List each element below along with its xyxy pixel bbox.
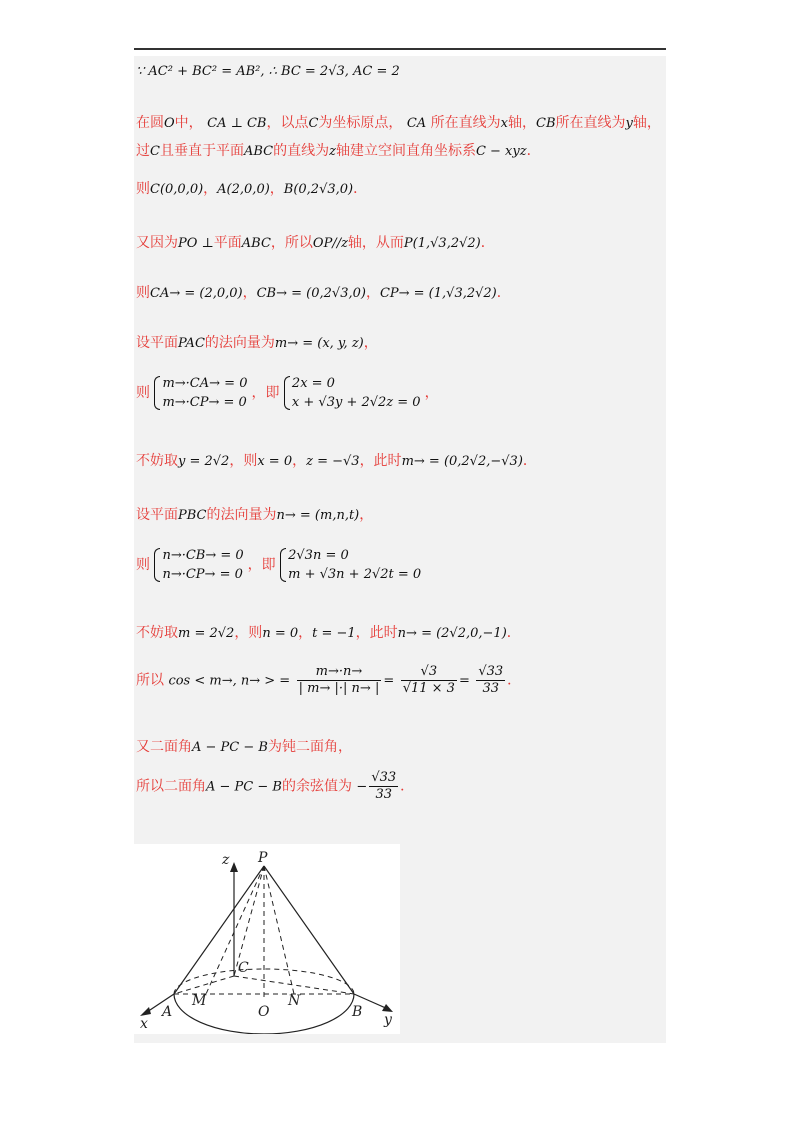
math: OP//z: [312, 236, 348, 251]
label-y: y: [384, 1012, 392, 1028]
text: 所在直线为: [555, 115, 626, 131]
math: z = −√3: [306, 454, 360, 469]
fraction: [297, 664, 382, 697]
math: P(1,√3,2√2): [403, 236, 481, 251]
math: PO ⊥: [178, 236, 214, 251]
math: y: [625, 116, 633, 131]
text: 不妨取: [136, 453, 178, 469]
math: PAC: [178, 336, 205, 351]
denominator: | m→ |·| n→ |: [298, 681, 380, 696]
equation: x + √3y + 2√2z = 0: [291, 395, 421, 410]
numerator: √3: [401, 664, 457, 681]
math: C(0,0,0): [150, 182, 204, 197]
cosine-computation: [136, 664, 521, 697]
text: 轴建立空间直角坐标系: [335, 143, 476, 159]
text: 平面: [213, 235, 242, 251]
text: ．: [506, 625, 521, 641]
text: 为坐标原点，: [318, 115, 403, 131]
equation: 2x = 0: [291, 376, 335, 391]
segment-ca: [174, 976, 234, 994]
text: ，即: [247, 557, 276, 573]
cone-edge-pb: [264, 866, 354, 994]
denominator: √11 × 3: [402, 681, 455, 696]
math: t = −1: [312, 626, 356, 641]
normal-n-intro: [136, 504, 373, 524]
coordinate-setup-line-2: [136, 140, 541, 160]
normal-n-system: [136, 546, 425, 584]
text: 为钝二面角，: [267, 739, 352, 755]
y-axis-arrow: [382, 1004, 393, 1012]
text: 的余弦值为: [281, 778, 352, 795]
equation: m + √3n + 2√2t = 0: [288, 567, 422, 582]
equation-system: [154, 374, 247, 412]
text: ，此时: [359, 453, 402, 469]
text: ，所以: [270, 235, 313, 251]
text: ，: [292, 453, 307, 469]
label-x: x: [140, 1016, 148, 1032]
text: ，: [365, 285, 380, 301]
normal-m-system: [136, 374, 439, 412]
text: 不妨取: [136, 625, 178, 641]
math: y = 2√2: [178, 454, 230, 469]
text: ，: [363, 335, 378, 351]
x-axis-arrow: [140, 1007, 151, 1016]
normal-m-intro: [136, 332, 378, 352]
math: CA ⊥ CB: [207, 116, 267, 131]
final-answer-line: [136, 770, 414, 803]
segment-pn: [264, 866, 294, 994]
text: 中，: [174, 115, 203, 131]
segment-cb: [234, 976, 354, 994]
math: cos < m→, n→ > =: [168, 673, 291, 689]
math: B(0,2√3,0): [283, 182, 354, 197]
label-n: N: [288, 993, 301, 1009]
text: ，: [359, 507, 374, 523]
text: ．: [480, 235, 495, 251]
text: 则: [136, 285, 150, 301]
vectors-line: [136, 282, 511, 302]
text: ，以点: [266, 115, 309, 131]
math: x = 0: [257, 454, 293, 469]
segment-pm: [206, 866, 264, 994]
text: 的法向量为: [206, 507, 277, 523]
text: 则: [136, 385, 150, 401]
math: PBC: [178, 508, 207, 523]
math: CP→ = (1,√3,2√2): [379, 286, 497, 301]
equation-system: [280, 546, 421, 584]
text: ．: [353, 181, 368, 197]
cone-edge-pa: [174, 866, 264, 994]
math: m = 2√2: [178, 626, 235, 641]
math: ABC: [241, 236, 271, 251]
label-z: z: [222, 852, 230, 868]
text: 轴，: [632, 115, 661, 131]
z-axis-arrow: [230, 862, 238, 872]
numerator: √33: [478, 664, 504, 679]
text: ，: [242, 285, 257, 301]
math: CB: [536, 116, 556, 131]
text: ．: [400, 778, 415, 795]
math: C − xyz: [475, 144, 527, 159]
math: m→ = (0,2√2,−√3): [401, 454, 523, 469]
text: ，则: [234, 625, 263, 641]
text: ，: [298, 625, 313, 641]
equation: n→·CP→ = 0: [162, 567, 243, 582]
text: ．: [526, 143, 541, 159]
math: ABC: [243, 144, 274, 159]
math: =: [458, 673, 470, 689]
math: n→ = (2√2,0,−1): [397, 626, 507, 641]
label-b: B: [352, 1004, 363, 1020]
text: ，此时: [355, 625, 398, 641]
text: 的法向量为: [204, 335, 275, 351]
text: 又因为: [136, 235, 178, 251]
text: 过: [136, 143, 150, 159]
text: 又二面角: [136, 739, 192, 755]
math: x: [500, 116, 508, 131]
label-o: O: [258, 1004, 270, 1020]
fraction: [369, 770, 398, 803]
fraction: [401, 664, 457, 697]
math: A − PC − B: [192, 740, 268, 755]
numerator: √33: [371, 770, 397, 785]
text: ，则: [229, 453, 258, 469]
header-rule: [134, 48, 666, 50]
math: z: [329, 144, 336, 159]
text: 所在直线为: [430, 115, 501, 131]
text: ．: [507, 672, 522, 689]
math: O: [164, 116, 175, 131]
math: C: [150, 144, 160, 159]
text: 所以: [136, 672, 164, 689]
obtuse-angle-line: [136, 736, 352, 756]
cone-figure: [134, 844, 400, 1034]
math: C: [308, 116, 319, 131]
equation-system: [154, 546, 243, 584]
math: A(2,0,0): [217, 182, 270, 197]
equation: m→·CA→ = 0: [162, 376, 248, 391]
text: 轴，: [508, 115, 536, 131]
text: ，即: [251, 385, 280, 401]
text: 且垂直于平面: [159, 143, 244, 159]
math: m→ = (x, y, z): [274, 336, 364, 351]
math: A − PC − B: [206, 779, 282, 795]
equation: m→·CP→ = 0: [162, 395, 247, 410]
text: ，: [203, 181, 218, 197]
cone-diagram: [134, 844, 400, 1034]
text: ．: [522, 453, 537, 469]
text: 设平面: [136, 507, 178, 523]
text: ，: [424, 385, 439, 401]
minus-sign: −: [356, 779, 368, 795]
math: =: [383, 673, 395, 689]
normal-n-result: [136, 622, 521, 642]
math: CB→ = (0,2√3,0): [256, 286, 366, 301]
equation-system: [284, 374, 421, 412]
text: 的直线为: [273, 143, 330, 159]
text: 在圆: [136, 115, 164, 131]
text: 所以二面角: [136, 778, 206, 795]
text: 设平面: [136, 335, 178, 351]
text: ．: [496, 285, 511, 301]
text: 则: [136, 557, 150, 573]
label-a: A: [162, 1004, 173, 1020]
text: 轴，从而: [347, 235, 404, 251]
denominator: 33: [482, 681, 499, 696]
denominator: 33: [375, 787, 392, 802]
math: CA→ = (2,0,0): [150, 286, 243, 301]
solution-line-1: ∵ AC² + BC² = AB², ∴ BC = 2√3, AC = 2: [136, 64, 400, 79]
normal-m-result: [136, 450, 537, 470]
text: ，: [269, 181, 284, 197]
numerator: m→·n→: [297, 664, 382, 681]
coordinate-setup-line-1: [136, 112, 661, 132]
label-c: C: [238, 960, 249, 976]
math: n = 0: [262, 626, 299, 641]
label-m: M: [192, 993, 207, 1009]
fraction: [476, 664, 505, 697]
equation: n→·CB→ = 0: [162, 548, 244, 563]
text: 则: [136, 181, 150, 197]
point-coordinates-line: [136, 178, 367, 198]
point-p-line: [136, 232, 495, 252]
math: CA: [406, 116, 427, 131]
math: n→ = (m,n,t): [276, 508, 360, 523]
label-p: P: [258, 850, 268, 866]
equation: 2√3n = 0: [288, 548, 349, 563]
